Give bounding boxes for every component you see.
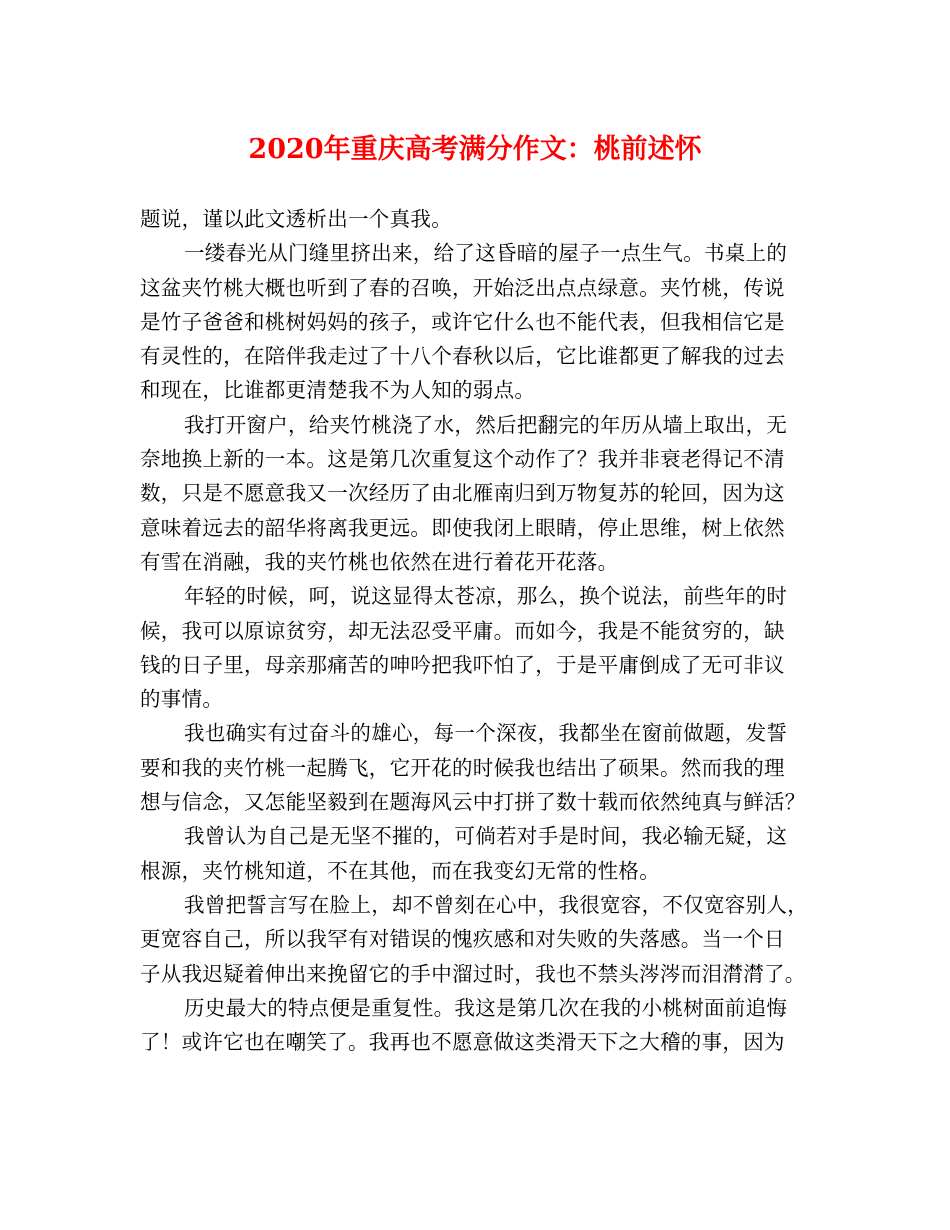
essay-line: 想与信念，又怎能坚毅到在题海风云中打拼了数十载而依然纯真与鲜活？ [140,790,806,815]
essay-line: 数，只是不愿意我又一次经历了由北雁南归到万物复苏的轮回，因为这 [140,481,785,506]
essay-line: 子从我迟疑着伸出来挽留它的手中溜过时，我也不禁头涔涔而泪潸潸了。 [140,961,806,986]
paragraph-first-line: 一缕春光从门缝里挤出来，给了这昏暗的屋子一点生气。书桌上的 [184,241,788,266]
essay-line: 有灵性的，在陪伴我走过了十八个春秋以后，它比谁都更了解我的过去 [140,344,785,369]
essay-line: 根源，夹竹桃知道，不在其他，而在我变幻无常的性格。 [140,858,660,883]
essay-line: 的事情。 [140,687,224,712]
essay-line: 和现在，比谁都更清楚我不为人知的弱点。 [140,378,536,403]
paragraph-first-line: 历史最大的特点便是重复性。我这是第几次在我的小桃树面前追悔 [184,995,788,1020]
essay-line: 候，我可以原谅贫穷，却无法忍受平庸。而如今，我是不能贫穷的，缺 [140,618,785,643]
paragraph-first-line: 我也确实有过奋斗的雄心，每一个深夜，我都坐在窗前做题，发誓 [184,721,788,746]
essay-line: 更宽容自己，所以我罕有对错误的愧疚感和对失败的失落感。当一个日 [140,927,785,952]
essay-line: 是竹子爸爸和桃树妈妈的孩子，或许它什么也不能代表，但我相信它是 [140,309,785,334]
essay-line: 了！或许它也在嘲笑了。我再也不愿意做这类滑天下之大稽的事，因为 [140,1030,785,1055]
paragraph-first-line: 我曾把誓言写在脸上，却不曾刻在心中，我很宽容，不仅宽容别人， [184,892,808,917]
essay-line: 题说，谨以此文透析出一个真我。 [140,207,452,231]
essay-line: 要和我的夹竹桃一起腾飞，它开花的时候我也结出了硕果。然而我的理 [140,755,785,780]
paragraph-first-line: 我曾认为自己是无坚不摧的，可倘若对手是时间，我必输无疑，这 [184,824,788,849]
essay-line: 钱的日子里，母亲那痛苦的呻吟把我吓怕了，于是平庸倒成了无可非议 [140,652,785,677]
essay-line: 这盆夹竹桃大概也听到了春的召唤，开始泛出点点绿意。夹竹桃，传说 [140,275,785,300]
essay-line: 意味着远去的韶华将离我更远。即使我闭上眼睛，停止思维，树上依然 [140,515,785,540]
essay-line: 奈地换上新的一本。这是第几次重复这个动作了？我并非衰老得记不清 [140,447,785,472]
essay-body [140,202,830,1059]
paragraph-first-line: 我打开窗户，给夹竹桃浇了水，然后把翻完的年历从墙上取出，无 [184,412,788,437]
document-title: 2020年重庆高考满分作文：桃前述怀 [248,134,702,165]
paragraph-first-line: 年轻的时候，呵，说这显得太苍凉，那么，换个说法，前些年的时 [184,584,788,609]
essay-line: 有雪在消融，我的夹竹桃也依然在进行着花开花落。 [140,549,619,574]
